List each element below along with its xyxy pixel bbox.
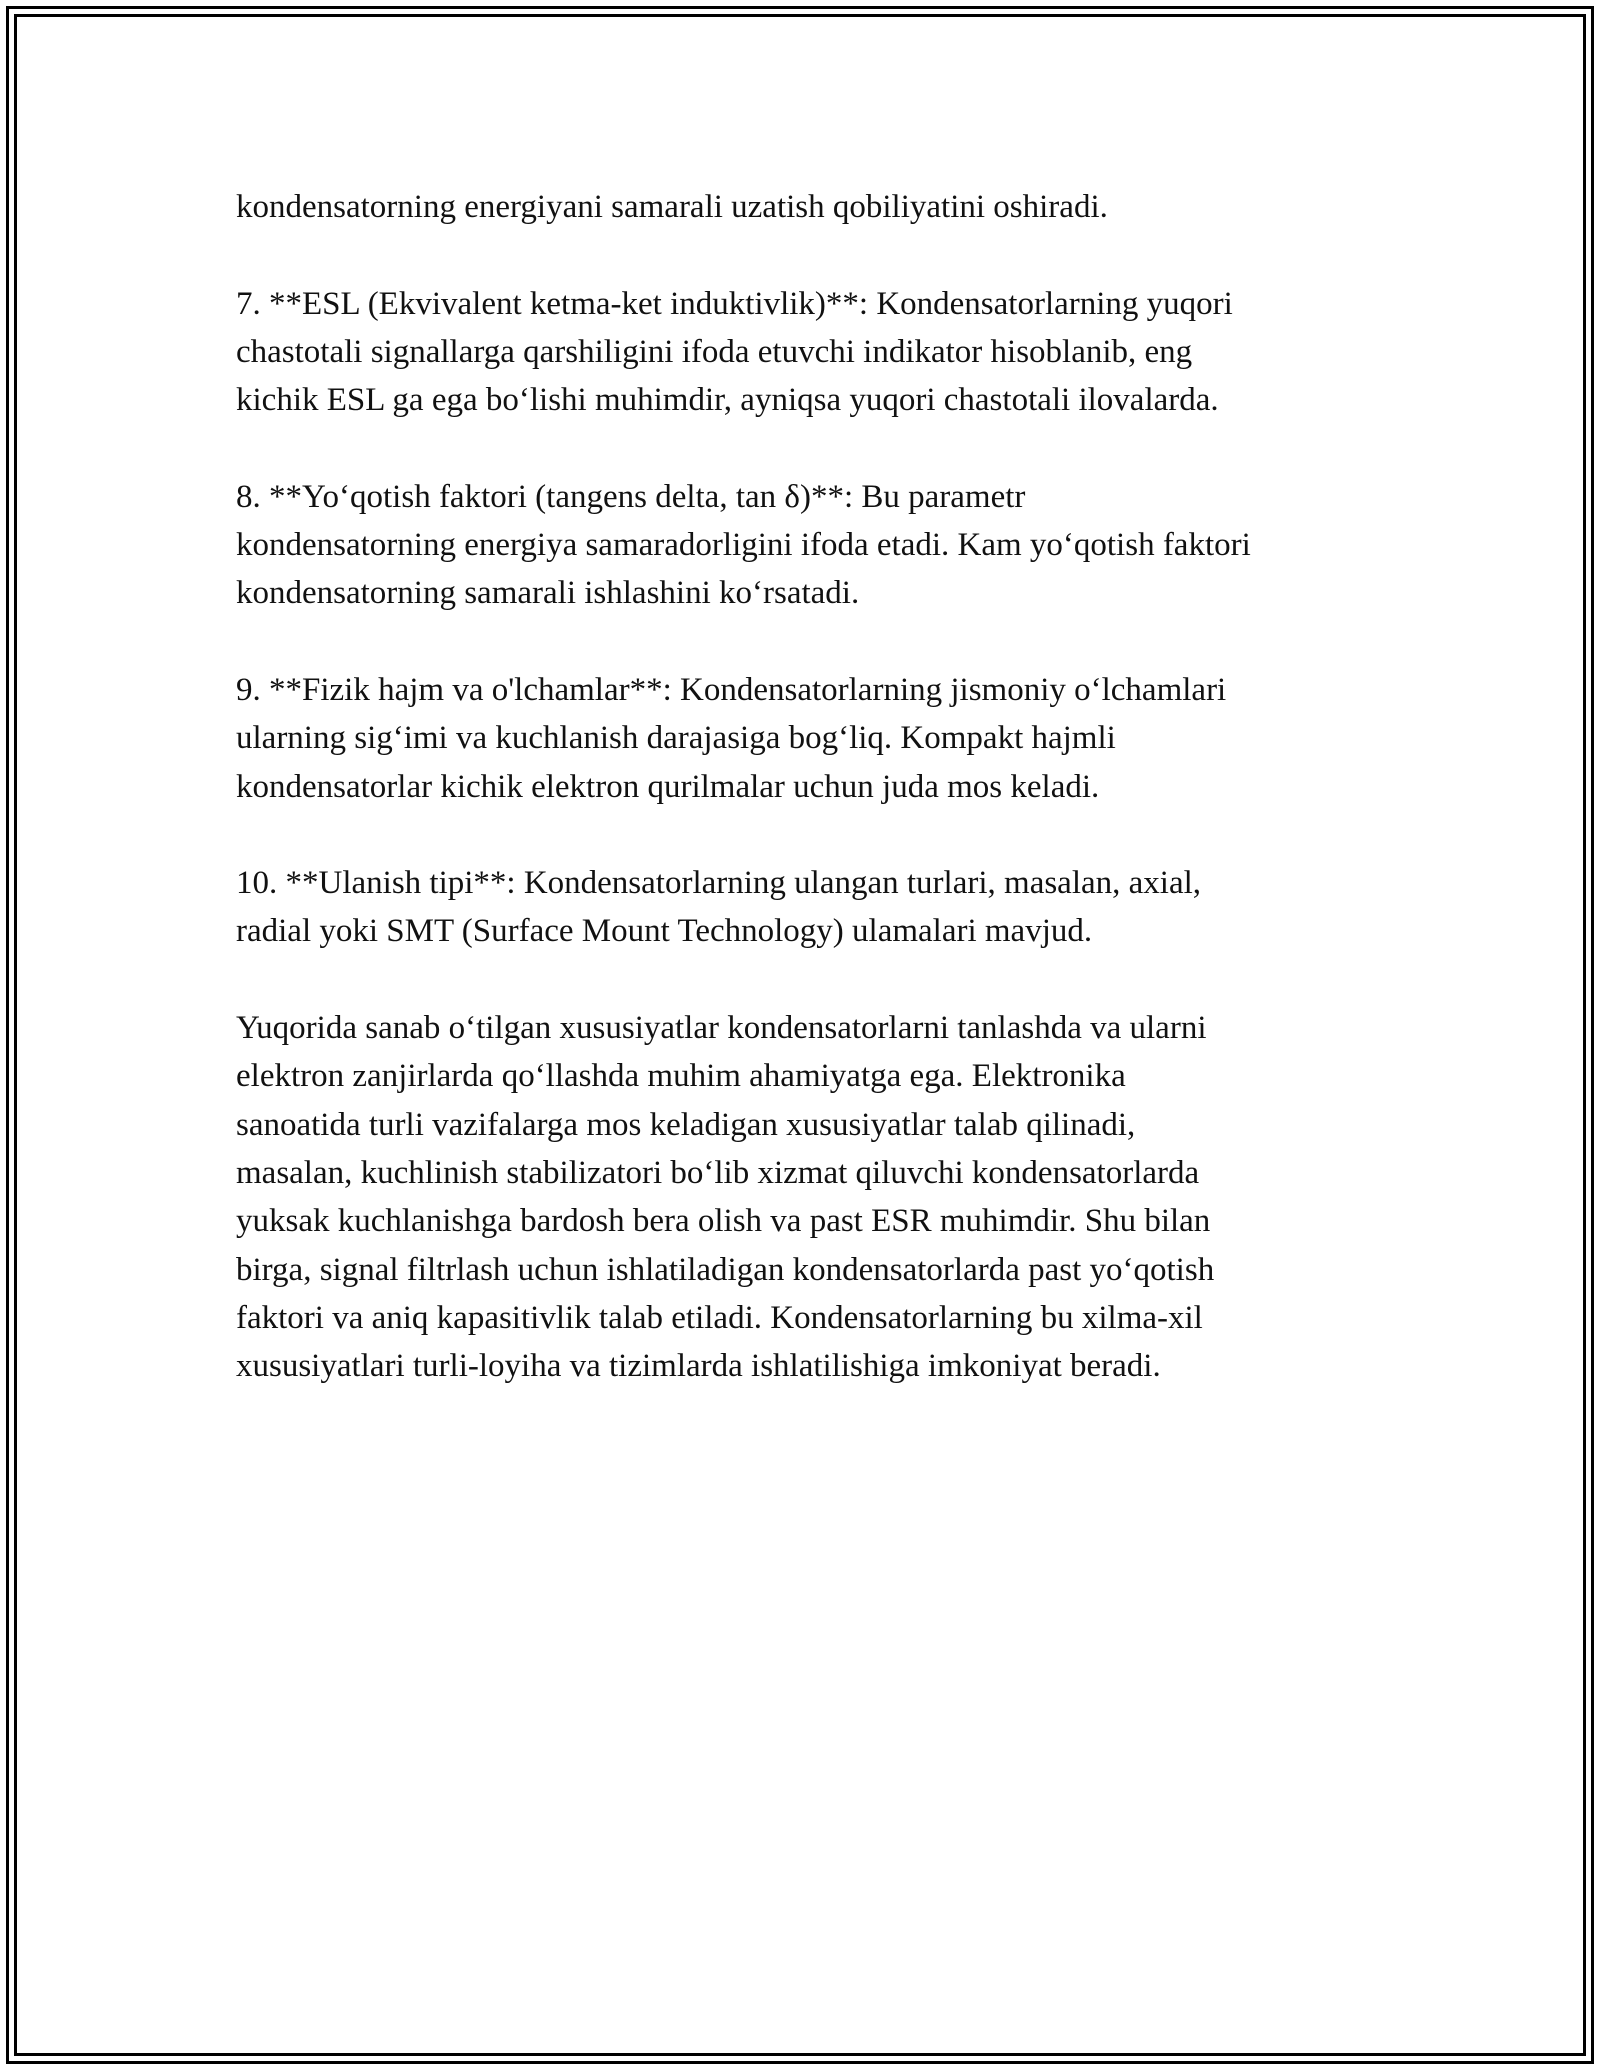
document-body [236, 183, 1396, 1439]
paragraph-item-9-physical-size: 9. **Fizik hajm va o'lchamlar**: Kondensatorlarning jismoniy o‘lchamlari ularning sig‘imi va kuchlanish darajasiga bog‘liq. Kompakt hajmli kondensatorlar kichik elektron qurilmalar uchun juda mos keladi. [236, 671, 1227, 805]
paragraph-item-8-loss-factor: 8. **Yo‘qotish faktori (tangens delta, tan δ)**: Bu parametr kondensatorning energiya samaradorligini ifoda etadi. Kam yo‘qotish faktori kondensatorning samarali ishlashini ko‘rsatadi. [236, 478, 1251, 612]
paragraph-item-7-esl: 7. **ESL (Ekvivalent ketma-ket induktivlik)**: Kondensatorlarning yuqori chastotali signallarga qarshiligini ifoda etuvchi indikator hisoblanib, eng kichik ESL ga ega bo‘lishi muhimdir, ayniqsa yuqori chastotali ilovalarda. [236, 285, 1233, 419]
paragraph-continuation: kondensatorning energiyani samarali uzatish qobiliyatini oshiradi. [236, 189, 1108, 225]
paragraph-conclusion: Yuqorida sanab o‘tilgan xususiyatlar kondensatorlarni tanlashda va ularni elektron zanjirlarda qo‘llashda muhim ahamiyatga ega. Elektronika sanoatida turli vazifalarga mos keladigan xususiyatlar talab qilinadi, masalan, kuchlinish stabilizatori bo‘lib xizmat qiluvchi kondensatorlarda yuksak kuchlanishga bardosh bera olish va past ESR muhimdir. Shu bilan birga, signal filtrlash uchun ishlatiladigan kondensatorlarda past yo‘qotish faktori va aniq kapasitivlik talab etiladi. Kondensatorlarning bu xilma-xil xususiyatlari turli-loyiha va tizimlarda ishlatilishiga imkoniyat beradi. [236, 1010, 1215, 1385]
paragraph-item-10-connection-type: 10. **Ulanish tipi**: Kondensatorlarning ulangan turlari, masalan, axial, radial yoki SMT (Surface Mount Technology) ulamalari mavjud. [236, 865, 1202, 950]
